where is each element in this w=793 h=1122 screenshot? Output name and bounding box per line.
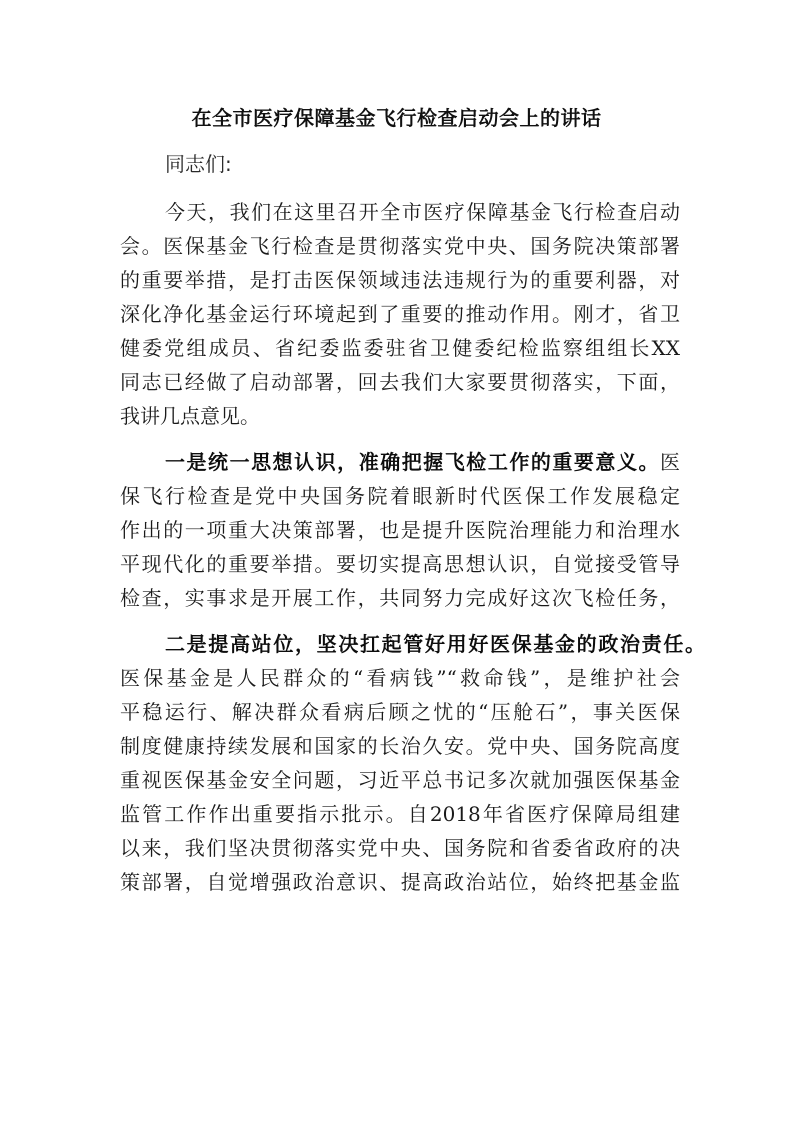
para1-line-4: 深化净化基金运行环境起到了重要的推动作用。刚才，省卫 (120, 302, 680, 326)
para1-line-1: 今天，我们在这里召开全市医疗保障基金飞行检查启动 (165, 200, 680, 224)
salutation: 同志们: (165, 152, 232, 176)
para3-line-3: 平稳运行、解决群众看病后顾之忧的“压舱石”，事关医保 (120, 700, 680, 724)
para2-heading-tail: 医 (660, 450, 680, 474)
para3-line-8: 策部署，自觉增强政治意识、提高政治站位，始终把基金监 (120, 870, 680, 894)
document-title: 在全市医疗保障基金飞行检查启动会上的讲话 (191, 106, 602, 130)
para1-line-2: 会。医保基金飞行检查是贯彻落实党中央、国务院决策部署 (120, 234, 680, 258)
para1-line-5: 健委党组成员、省纪委监委驻省卫健委纪检监察组组长XX (120, 336, 680, 360)
para3-line-5: 重视医保基金安全问题，习近平总书记多次就加强医保基金 (120, 768, 680, 792)
para3-line-7: 以来，我们坚决贯彻落实党中央、国务院和省委省政府的决 (120, 836, 680, 860)
para3-line-4: 制度健康持续发展和国家的长治久安。党中央、国务院高度 (120, 734, 680, 758)
para3-line-2: 医保基金是人民群众的“看病钱”“救命钱”，是维护社会 (120, 666, 680, 690)
para1-line-3: 的重要举措，是打击医保领域违法违规行为的重要利器，对 (120, 268, 680, 292)
para2-heading: 一是统一思想认识，准确把握飞检工作的重要意义。 (165, 450, 660, 474)
para1-line-7: 我讲几点意见。 (120, 404, 260, 428)
para3-heading: 二是提高站位，坚决扛起管好用好医保基金的政治责任。 (165, 632, 705, 656)
para2-line-3: 作出的一项重大决策部署，也是提升医院治理能力和治理水 (120, 518, 680, 542)
para2-line-4: 平现代化的重要举措。要切实提高思想认识，自觉接受管导 (120, 552, 680, 576)
para2-line-5: 检查，实事求是开展工作，共同努力完成好这次飞检任务， (120, 586, 680, 610)
para3-line-6: 监管工作作出重要指示批示。自2018年省医疗保障局组建 (120, 802, 680, 826)
para1-line-6: 同志已经做了启动部署，回去我们大家要贯彻落实，下面， (120, 370, 680, 394)
para2-line-2: 保飞行检查是党中央国务院着眼新时代医保工作发展稳定 (120, 484, 680, 508)
para2-line-1 (165, 445, 680, 479)
